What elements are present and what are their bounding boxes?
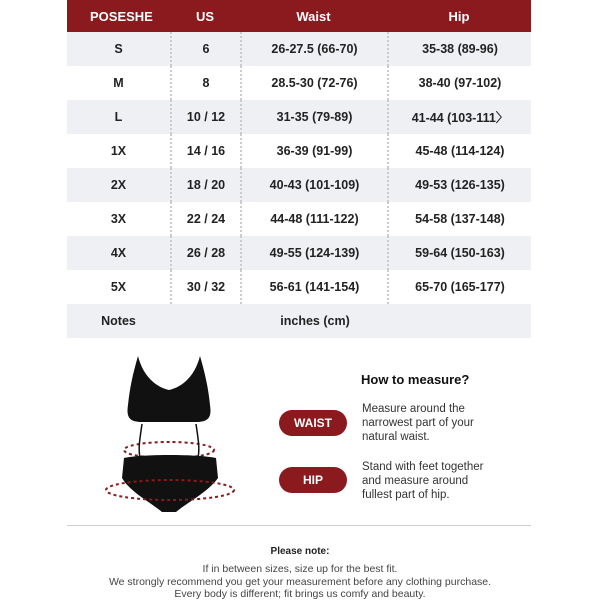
us-cell: 8 [170, 66, 240, 100]
hip-cell: 41-44 (103-111〉 [387, 100, 531, 134]
hip-cell: 38-40 (97-102) [387, 66, 531, 100]
waist-badge: WAIST [279, 410, 347, 436]
us-cell: 18 / 20 [170, 168, 240, 202]
notes-label: Notes [101, 314, 136, 328]
table-row [67, 236, 531, 270]
us-cell: 26 / 28 [170, 236, 240, 270]
size-cell: S [114, 42, 123, 56]
hip-cell: 54-58 (137-148) [387, 202, 531, 236]
us-cell: 22 / 24 [170, 202, 240, 236]
hip-badge: HIP [279, 467, 347, 493]
size-cell: L [114, 110, 123, 124]
hip-desc-line: Stand with feet together [362, 461, 484, 473]
waist-desc-line: natural waist. [362, 431, 430, 443]
waist-cell: 44-48 (111-122) [240, 202, 387, 236]
size-cell: M [113, 76, 124, 90]
waist-cell: 26-27.5 (66-70) [240, 32, 387, 66]
waist-cell: 28.5-30 (72-76) [240, 66, 387, 100]
waist-cell: 31-35 (79-89) [240, 100, 387, 134]
us-cell: 30 / 32 [170, 270, 240, 304]
hip-desc-line: fullest part of hip. [362, 489, 450, 501]
us-cell: 6 [170, 32, 240, 66]
table-header-row [67, 0, 531, 32]
waist-cell: 36-39 (91-99) [240, 134, 387, 168]
header-us: US [195, 8, 215, 24]
size-chart-table [67, 0, 531, 338]
table-row [67, 202, 531, 236]
hip-cell: 35-38 (89-96) [387, 32, 531, 66]
header-hip: Hip [448, 8, 470, 24]
note-line: If in between sizes, size up for the best fit. [202, 563, 398, 575]
notes-value: inches (cm) [280, 314, 350, 328]
table-row [67, 66, 531, 100]
brief-shape [122, 455, 218, 512]
hip-cell: 59-64 (150-163) [387, 236, 531, 270]
note-line: We strongly recommend you get your measurement before any clothing purchase. [108, 576, 492, 588]
size-cell: 4X [110, 246, 127, 260]
waist-description [362, 402, 512, 444]
waist-desc-line: Measure around the [362, 403, 465, 415]
divider [67, 525, 531, 526]
table-row [67, 168, 531, 202]
waist-cell: 40-43 (101-109) [240, 168, 387, 202]
hip-cell: 49-53 (126-135) [387, 168, 531, 202]
note-line: Every body is different; fit brings us comfy and beauty. [174, 588, 426, 600]
table-row [67, 32, 531, 66]
us-cell: 14 / 16 [170, 134, 240, 168]
size-cell: 3X [110, 212, 127, 226]
notes-row [67, 304, 531, 338]
waist-cell: 49-55 (124-139) [240, 236, 387, 270]
how-to-measure-title: How to measure? [361, 372, 470, 387]
bra-shape [128, 356, 211, 422]
table-row [67, 270, 531, 304]
size-cell: 2X [110, 178, 127, 192]
note-title: Please note: [270, 546, 330, 557]
hip-desc-line: and measure around [362, 475, 469, 487]
header-brand: POSESHE [90, 8, 153, 24]
body-measure-illustration [100, 350, 240, 520]
size-cell: 5X [110, 280, 127, 294]
table-row [67, 100, 531, 134]
waist-cell: 56-61 (141-154) [240, 270, 387, 304]
us-cell: 10 / 12 [170, 100, 240, 134]
hip-cell: 45-48 (114-124) [387, 134, 531, 168]
waist-desc-line: narrowest part of your [362, 417, 474, 429]
header-waist: Waist [296, 8, 331, 24]
size-cell: 1X [110, 144, 127, 158]
table-row [67, 134, 531, 168]
hip-cell: 65-70 (165-177) [387, 270, 531, 304]
hip-description [362, 460, 512, 502]
